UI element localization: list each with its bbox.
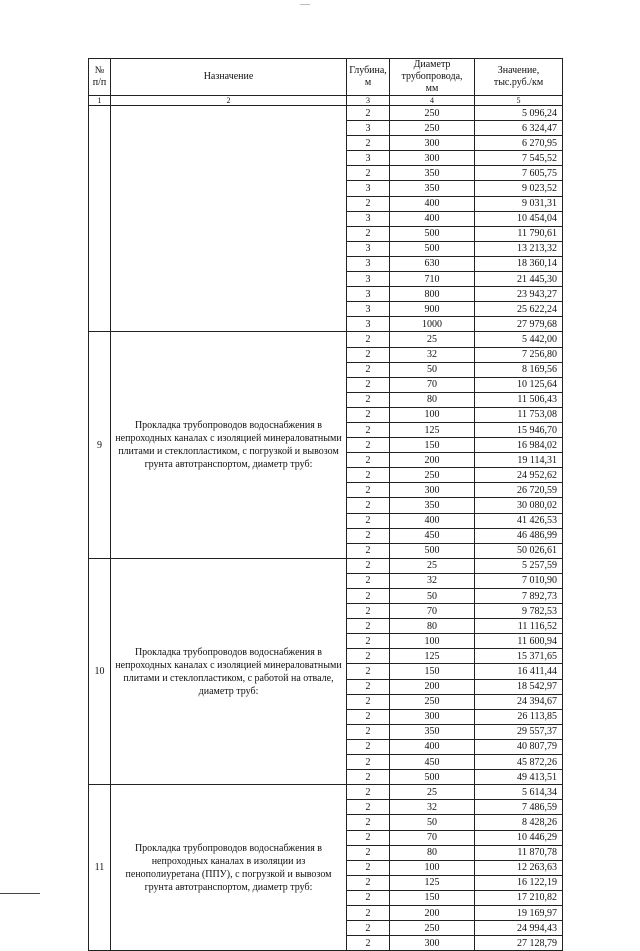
diameter-cell: 400 — [390, 739, 475, 754]
value-cell: 11 116,52 — [475, 619, 563, 634]
value-cell: 15 371,65 — [475, 649, 563, 664]
column-number: 4 — [390, 96, 475, 106]
diameter-cell: 150 — [390, 438, 475, 453]
diameter-cell: 500 — [390, 770, 475, 785]
depth-cell: 3 — [347, 302, 390, 317]
depth-cell: 2 — [347, 724, 390, 739]
diameter-cell: 125 — [390, 422, 475, 437]
depth-cell: 2 — [347, 407, 390, 422]
value-cell: 10 454,04 — [475, 211, 563, 226]
diameter-cell: 150 — [390, 890, 475, 905]
value-cell: 29 557,37 — [475, 724, 563, 739]
diameter-cell: 450 — [390, 755, 475, 770]
value-cell: 7 486,59 — [475, 800, 563, 815]
item-number: 10 — [89, 558, 111, 784]
tariff-table — [88, 58, 563, 951]
value-cell: 27 128,79 — [475, 936, 563, 951]
diameter-cell: 25 — [390, 332, 475, 347]
diameter-cell: 450 — [390, 528, 475, 543]
diameter-cell: 350 — [390, 498, 475, 513]
item-description: Прокладка трубопроводов водоснабжения в непроходных каналах в изоляции из пенополиуретана (ППУ), с погрузкой и вывозом грунта автотранспортом, диаметр труб: — [111, 785, 347, 951]
depth-cell: 2 — [347, 739, 390, 754]
header-depth: Глубина, м — [347, 59, 390, 96]
table-row — [89, 558, 563, 573]
diameter-cell: 100 — [390, 860, 475, 875]
value-cell: 15 946,70 — [475, 422, 563, 437]
depth-cell: 2 — [347, 785, 390, 800]
depth-cell: 2 — [347, 226, 390, 241]
depth-cell: 2 — [347, 332, 390, 347]
value-cell: 7 545,52 — [475, 151, 563, 166]
value-cell: 11 870,78 — [475, 845, 563, 860]
diameter-cell: 500 — [390, 241, 475, 256]
diameter-cell: 50 — [390, 815, 475, 830]
value-cell: 7 010,90 — [475, 573, 563, 588]
value-cell: 23 943,27 — [475, 287, 563, 302]
diameter-cell: 200 — [390, 905, 475, 920]
depth-cell: 2 — [347, 634, 390, 649]
diameter-cell: 630 — [390, 256, 475, 271]
depth-cell: 2 — [347, 483, 390, 498]
value-cell: 16 411,44 — [475, 664, 563, 679]
table-row — [89, 785, 563, 800]
diameter-cell: 200 — [390, 453, 475, 468]
depth-cell: 2 — [347, 347, 390, 362]
header-diameter: Диаметр трубопровода, мм — [390, 59, 475, 96]
item-description: Прокладка трубопроводов водоснабжения в непроходных каналах с изоляцией минераловатными плитами и стеклопластиком, с работой на отвале, диаметр труб: — [111, 558, 347, 784]
item-description — [111, 106, 347, 332]
value-cell: 7 892,73 — [475, 589, 563, 604]
depth-cell: 2 — [347, 196, 390, 211]
depth-cell: 2 — [347, 498, 390, 513]
depth-cell: 2 — [347, 438, 390, 453]
diameter-cell: 70 — [390, 830, 475, 845]
value-cell: 26 113,85 — [475, 709, 563, 724]
header-row — [89, 59, 563, 96]
depth-cell: 3 — [347, 121, 390, 136]
value-cell: 30 080,02 — [475, 498, 563, 513]
diameter-cell: 300 — [390, 709, 475, 724]
depth-cell: 2 — [347, 860, 390, 875]
value-cell: 16 122,19 — [475, 875, 563, 890]
diameter-cell: 250 — [390, 121, 475, 136]
diameter-cell: 200 — [390, 679, 475, 694]
depth-cell: 2 — [347, 422, 390, 437]
diameter-cell: 710 — [390, 272, 475, 287]
value-cell: 5 442,00 — [475, 332, 563, 347]
column-number: 3 — [347, 96, 390, 106]
value-cell: 11 506,43 — [475, 392, 563, 407]
diameter-cell: 100 — [390, 634, 475, 649]
diameter-cell: 400 — [390, 196, 475, 211]
depth-cell: 2 — [347, 543, 390, 558]
diameter-cell: 25 — [390, 558, 475, 573]
value-cell: 16 984,02 — [475, 438, 563, 453]
diameter-cell: 32 — [390, 800, 475, 815]
value-cell: 17 210,82 — [475, 890, 563, 905]
value-cell: 11 790,61 — [475, 226, 563, 241]
diameter-cell: 250 — [390, 694, 475, 709]
diameter-cell: 50 — [390, 362, 475, 377]
depth-cell: 2 — [347, 755, 390, 770]
diameter-cell: 150 — [390, 664, 475, 679]
value-cell: 24 994,43 — [475, 921, 563, 936]
diameter-cell: 500 — [390, 226, 475, 241]
header-num: № п/п — [89, 59, 111, 96]
value-cell: 19 169,97 — [475, 905, 563, 920]
diameter-cell: 125 — [390, 875, 475, 890]
depth-cell: 3 — [347, 211, 390, 226]
depth-cell: 2 — [347, 679, 390, 694]
depth-cell: 2 — [347, 362, 390, 377]
depth-cell: 2 — [347, 573, 390, 588]
depth-cell: 2 — [347, 513, 390, 528]
diameter-cell: 100 — [390, 407, 475, 422]
diameter-cell: 500 — [390, 543, 475, 558]
depth-cell: 2 — [347, 770, 390, 785]
depth-cell: 2 — [347, 392, 390, 407]
diameter-cell: 250 — [390, 921, 475, 936]
diameter-cell: 250 — [390, 106, 475, 121]
diameter-cell: 1000 — [390, 317, 475, 332]
diameter-cell: 400 — [390, 211, 475, 226]
value-cell: 6 270,95 — [475, 136, 563, 151]
depth-cell: 3 — [347, 181, 390, 196]
column-number: 2 — [111, 96, 347, 106]
diameter-cell: 25 — [390, 785, 475, 800]
diameter-cell: 32 — [390, 347, 475, 362]
depth-cell: 2 — [347, 106, 390, 121]
diameter-cell: 125 — [390, 649, 475, 664]
depth-cell: 2 — [347, 166, 390, 181]
diameter-cell: 300 — [390, 151, 475, 166]
diameter-cell: 32 — [390, 573, 475, 588]
depth-cell: 2 — [347, 453, 390, 468]
value-cell: 24 394,67 — [475, 694, 563, 709]
depth-cell: 2 — [347, 664, 390, 679]
depth-cell: 2 — [347, 800, 390, 815]
diameter-cell: 900 — [390, 302, 475, 317]
depth-cell: 2 — [347, 649, 390, 664]
depth-cell: 2 — [347, 921, 390, 936]
value-cell: 9 023,52 — [475, 181, 563, 196]
diameter-cell: 300 — [390, 936, 475, 951]
value-cell: 45 872,26 — [475, 755, 563, 770]
item-number — [89, 106, 111, 332]
footer-rule — [0, 893, 40, 894]
value-cell: 6 324,47 — [475, 121, 563, 136]
value-cell: 50 026,61 — [475, 543, 563, 558]
header-name: Назначение — [111, 59, 347, 96]
value-cell: 24 952,62 — [475, 468, 563, 483]
diameter-cell: 300 — [390, 136, 475, 151]
value-cell: 5 257,59 — [475, 558, 563, 573]
diameter-cell: 80 — [390, 392, 475, 407]
value-cell: 5 614,34 — [475, 785, 563, 800]
value-cell: 11 753,08 — [475, 407, 563, 422]
value-cell: 41 426,53 — [475, 513, 563, 528]
value-cell: 8 169,56 — [475, 362, 563, 377]
column-number: 1 — [89, 96, 111, 106]
value-cell: 5 096,24 — [475, 106, 563, 121]
value-cell: 26 720,59 — [475, 483, 563, 498]
value-cell: 8 428,26 — [475, 815, 563, 830]
value-cell: 7 605,75 — [475, 166, 563, 181]
depth-cell: 3 — [347, 287, 390, 302]
value-cell: 7 256,80 — [475, 347, 563, 362]
depth-cell: 2 — [347, 709, 390, 724]
depth-cell: 2 — [347, 694, 390, 709]
value-cell: 19 114,31 — [475, 453, 563, 468]
item-description: Прокладка трубопроводов водоснабжения в непроходных каналах с изоляцией минераловатными плитами и стеклопластиком, с погрузкой и вывозом грунта автотранспортом, диаметр труб: — [111, 332, 347, 558]
column-number: 5 — [475, 96, 563, 106]
depth-cell: 2 — [347, 845, 390, 860]
item-number: 9 — [89, 332, 111, 558]
table-body — [89, 106, 563, 951]
depth-cell: 2 — [347, 604, 390, 619]
depth-cell: 3 — [347, 256, 390, 271]
value-cell: 18 360,14 — [475, 256, 563, 271]
diameter-cell: 80 — [390, 619, 475, 634]
value-cell: 18 542,97 — [475, 679, 563, 694]
depth-cell: 2 — [347, 468, 390, 483]
depth-cell: 3 — [347, 241, 390, 256]
depth-cell: 3 — [347, 272, 390, 287]
diameter-cell: 350 — [390, 166, 475, 181]
depth-cell: 3 — [347, 151, 390, 166]
value-cell: 13 213,32 — [475, 241, 563, 256]
diameter-cell: 250 — [390, 468, 475, 483]
value-cell: 40 807,79 — [475, 739, 563, 754]
table-row — [89, 332, 563, 347]
diameter-cell: 50 — [390, 589, 475, 604]
depth-cell: 2 — [347, 815, 390, 830]
value-cell: 27 979,68 — [475, 317, 563, 332]
scan-mark — [300, 4, 310, 5]
diameter-cell: 350 — [390, 181, 475, 196]
depth-cell: 2 — [347, 136, 390, 151]
value-cell: 10 446,29 — [475, 830, 563, 845]
value-cell: 9 031,31 — [475, 196, 563, 211]
depth-cell: 2 — [347, 377, 390, 392]
value-cell: 25 622,24 — [475, 302, 563, 317]
item-number: 11 — [89, 785, 111, 951]
value-cell: 9 782,53 — [475, 604, 563, 619]
diameter-cell: 80 — [390, 845, 475, 860]
diameter-cell: 350 — [390, 724, 475, 739]
value-cell: 11 600,94 — [475, 634, 563, 649]
depth-cell: 2 — [347, 936, 390, 951]
depth-cell: 2 — [347, 619, 390, 634]
value-cell: 46 486,99 — [475, 528, 563, 543]
column-numbers-row — [89, 96, 563, 106]
depth-cell: 2 — [347, 875, 390, 890]
header-value: Значение, тыс.руб./км — [475, 59, 563, 96]
diameter-cell: 70 — [390, 604, 475, 619]
depth-cell: 2 — [347, 905, 390, 920]
value-cell: 10 125,64 — [475, 377, 563, 392]
depth-cell: 2 — [347, 528, 390, 543]
depth-cell: 2 — [347, 589, 390, 604]
value-cell: 21 445,30 — [475, 272, 563, 287]
diameter-cell: 70 — [390, 377, 475, 392]
table-row — [89, 106, 563, 121]
depth-cell: 3 — [347, 317, 390, 332]
diameter-cell: 300 — [390, 483, 475, 498]
diameter-cell: 800 — [390, 287, 475, 302]
depth-cell: 2 — [347, 830, 390, 845]
diameter-cell: 400 — [390, 513, 475, 528]
depth-cell: 2 — [347, 890, 390, 905]
depth-cell: 2 — [347, 558, 390, 573]
value-cell: 49 413,51 — [475, 770, 563, 785]
value-cell: 12 263,63 — [475, 860, 563, 875]
